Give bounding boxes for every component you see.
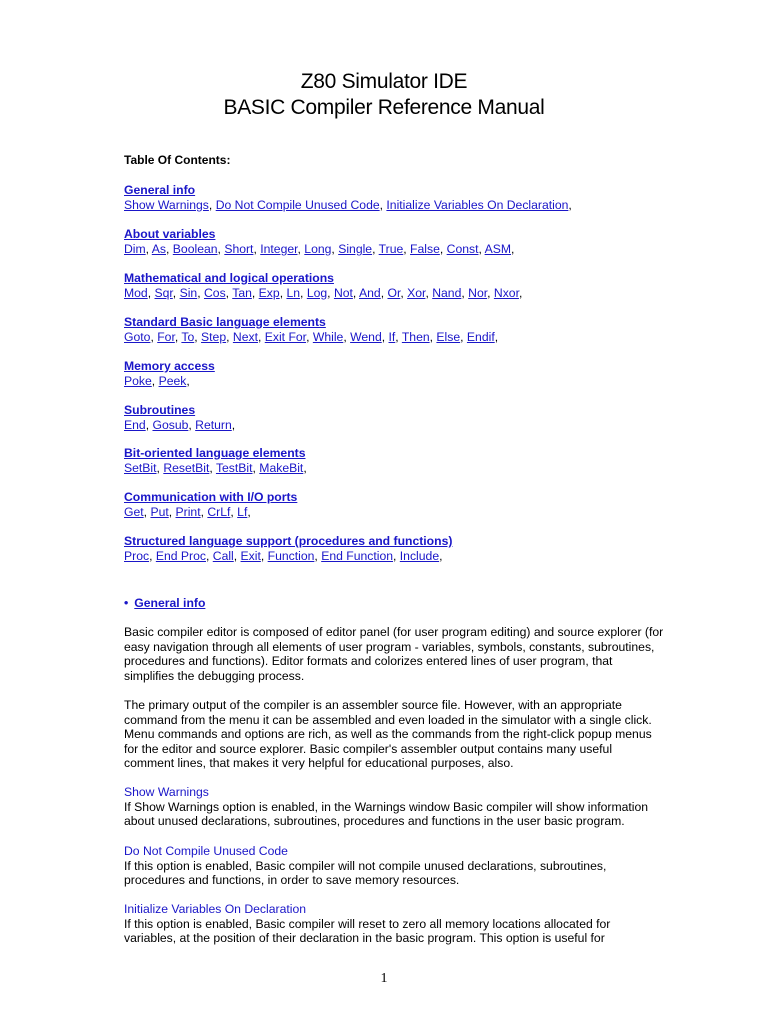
- toc-link[interactable]: Show Warnings: [124, 198, 209, 212]
- paragraph-intro: Basic compiler editor is composed of editor panel (for user program editing) and source explorer (for easy navigation through all elements of user program - variables, symbols, constants, subroutines, procedures and functions). Editor formats and colorizes entered lines of user program, that simplifies the debugging process.: [124, 625, 664, 683]
- section-unused-code: [124, 844, 664, 888]
- separator: ,: [518, 286, 523, 300]
- toc-link[interactable]: Gosub: [152, 418, 189, 432]
- toc-link[interactable]: False: [410, 242, 440, 256]
- separator: ,: [314, 549, 322, 563]
- toc-heading-link[interactable]: Bit-oriented language elements: [124, 446, 306, 460]
- separator: ,: [209, 461, 216, 475]
- toc-link-list: [124, 286, 522, 301]
- separator: ,: [147, 286, 155, 300]
- toc-link[interactable]: Do Not Compile Unused Code: [215, 198, 380, 212]
- separator: ,: [172, 286, 180, 300]
- toc-label: Table Of Contents:: [124, 153, 231, 167]
- toc-link-list: [124, 549, 452, 564]
- toc-link[interactable]: Long: [304, 242, 332, 256]
- toc-link[interactable]: Get: [124, 505, 144, 519]
- separator: ,: [188, 418, 196, 432]
- separator: ,: [460, 330, 467, 344]
- toc-link[interactable]: Include: [399, 549, 440, 563]
- separator: ,: [494, 330, 499, 344]
- toc-link[interactable]: Boolean: [172, 242, 218, 256]
- general-info-anchor[interactable]: General info: [134, 596, 206, 610]
- separator: ,: [174, 330, 182, 344]
- separator: ,: [300, 286, 307, 300]
- toc-section: [124, 359, 215, 389]
- toc-link[interactable]: SetBit: [124, 461, 157, 475]
- toc-link[interactable]: Proc: [124, 549, 150, 563]
- toc-link[interactable]: Tan: [232, 286, 252, 300]
- toc-link[interactable]: TestBit: [215, 461, 253, 475]
- bullet-icon: •: [124, 596, 129, 610]
- separator: ,: [253, 242, 261, 256]
- separator: ,: [168, 505, 176, 519]
- toc-link[interactable]: Endif: [466, 330, 495, 344]
- toc-link-list: [124, 198, 572, 213]
- toc-link[interactable]: True: [378, 242, 404, 256]
- separator: ,: [217, 242, 225, 256]
- toc-link[interactable]: ResetBit: [163, 461, 210, 475]
- toc-link[interactable]: Exit For: [264, 330, 307, 344]
- toc-link[interactable]: Nxor: [493, 286, 519, 300]
- separator: ,: [145, 418, 153, 432]
- separator: ,: [233, 549, 241, 563]
- toc-link[interactable]: And: [359, 286, 381, 300]
- general-info-heading: [124, 596, 205, 610]
- toc-link[interactable]: For: [157, 330, 175, 344]
- toc-link[interactable]: Peek: [158, 374, 187, 388]
- toc-section: [124, 534, 452, 564]
- unused-code-title: Do Not Compile Unused Code: [124, 844, 288, 858]
- separator: ,: [226, 330, 233, 344]
- separator: ,: [257, 330, 265, 344]
- separator: ,: [303, 461, 307, 475]
- toc-link[interactable]: Short: [224, 242, 254, 256]
- separator: ,: [205, 549, 213, 563]
- separator: ,: [400, 286, 408, 300]
- toc-link[interactable]: Xor: [407, 286, 426, 300]
- toc-link-list: [124, 242, 514, 257]
- toc-link-list: [124, 330, 498, 345]
- toc-link[interactable]: Sqr: [154, 286, 173, 300]
- separator: ,: [343, 330, 351, 344]
- separator: ,: [145, 242, 152, 256]
- toc-heading-link[interactable]: Mathematical and logical operations: [124, 271, 334, 285]
- toc-section: [124, 227, 514, 257]
- toc-heading-link[interactable]: General info: [124, 183, 196, 197]
- separator: ,: [230, 505, 238, 519]
- separator: ,: [439, 242, 447, 256]
- toc-link[interactable]: Log: [306, 286, 328, 300]
- toc-link[interactable]: Next: [232, 330, 258, 344]
- document-subtitle: BASIC Compiler Reference Manual: [223, 96, 545, 119]
- toc-link[interactable]: Cos: [203, 286, 226, 300]
- toc-link[interactable]: Function: [267, 549, 315, 563]
- separator: ,: [279, 286, 287, 300]
- toc-link[interactable]: Wend: [350, 330, 382, 344]
- toc-heading-link[interactable]: Standard Basic language elements: [124, 315, 326, 329]
- separator: ,: [511, 242, 515, 256]
- toc-heading-link[interactable]: Memory access: [124, 359, 215, 373]
- separator: ,: [331, 242, 339, 256]
- separator: ,: [156, 461, 164, 475]
- init-variables-title: Initialize Variables On Declaration: [124, 902, 306, 916]
- toc-heading-link[interactable]: Structured language support (procedures and functions): [124, 534, 453, 548]
- toc-link[interactable]: Poke: [124, 374, 152, 388]
- separator: ,: [166, 242, 173, 256]
- toc-section: [124, 183, 572, 213]
- separator: ,: [150, 330, 158, 344]
- toc-link[interactable]: Exit: [240, 549, 261, 563]
- separator: ,: [252, 461, 260, 475]
- separator: ,: [380, 286, 388, 300]
- section-show-warnings: [124, 785, 664, 829]
- separator: ,: [395, 330, 402, 344]
- init-variables-text: If this option is enabled, Basic compiler will reset to zero all memory locations allocated for variables, at the position of their declaration in the basic program. This option is useful for: [124, 916, 611, 945]
- toc-link[interactable]: Lf: [237, 505, 248, 519]
- separator: ,: [381, 330, 389, 344]
- toc-link[interactable]: Sin: [179, 286, 198, 300]
- toc-section: [124, 315, 498, 345]
- toc-link[interactable]: End: [124, 418, 146, 432]
- section-init-variables: [124, 902, 664, 946]
- separator: ,: [425, 286, 433, 300]
- separator: ,: [393, 549, 400, 563]
- separator: ,: [151, 374, 159, 388]
- document-title: Z80 Simulator IDE: [300, 70, 468, 93]
- toc-link[interactable]: Nor: [468, 286, 488, 300]
- toc-section: [124, 490, 297, 520]
- separator: ,: [429, 330, 437, 344]
- toc-link[interactable]: Mod: [124, 286, 148, 300]
- separator: ,: [568, 198, 572, 212]
- toc-link[interactable]: End Function: [321, 549, 394, 563]
- page-number: 1: [380, 971, 388, 986]
- toc-heading-link[interactable]: Subroutines: [124, 403, 196, 417]
- separator: ,: [225, 286, 233, 300]
- toc-link[interactable]: Print: [175, 505, 201, 519]
- separator: ,: [208, 198, 216, 212]
- toc-section: [124, 271, 522, 301]
- separator: ,: [247, 505, 251, 519]
- toc-link[interactable]: Ln: [286, 286, 301, 300]
- toc-link[interactable]: Integer: [260, 242, 298, 256]
- toc-link-list: [124, 461, 307, 476]
- separator: ,: [149, 549, 156, 563]
- toc-link[interactable]: Single: [338, 242, 373, 256]
- separator: ,: [297, 242, 305, 256]
- toc-link[interactable]: Return: [195, 418, 232, 432]
- separator: ,: [143, 505, 151, 519]
- toc-section: [124, 403, 235, 433]
- separator: ,: [260, 549, 268, 563]
- separator: ,: [197, 286, 204, 300]
- separator: ,: [194, 330, 202, 344]
- separator: ,: [352, 286, 360, 300]
- separator: ,: [200, 505, 208, 519]
- paragraph-output: The primary output of the compiler is an assembler source file. However, with an appropriate command from the menu it can be assembled and even loaded in the simulator with a single click. Menu commands and options are rich, as well as the commands from the right-click popup menus for the editor and source explorer. Basic compiler's assembler output contains many useful comment lines, that makes it very helpful for educational purposes, also.: [124, 698, 652, 770]
- toc-link[interactable]: Exp: [258, 286, 280, 300]
- toc-link[interactable]: End Proc: [155, 549, 206, 563]
- show-warnings-text: If Show Warnings option is enabled, in the Warnings window Basic compiler will show information about unused declarations, subroutines, procedures and functions in the user basic program.: [124, 799, 649, 828]
- separator: ,: [251, 286, 259, 300]
- unused-code-text: If this option is enabled, Basic compiler will not compile unused declarations, subroutines, procedures and functions, in order to save memory resources.: [124, 858, 607, 887]
- separator: ,: [231, 418, 236, 432]
- toc-link[interactable]: Then: [401, 330, 430, 344]
- toc-link[interactable]: If: [388, 330, 396, 344]
- toc-link[interactable]: CrLf: [207, 505, 231, 519]
- separator: ,: [372, 242, 379, 256]
- separator: ,: [403, 242, 411, 256]
- toc-link[interactable]: To: [181, 330, 195, 344]
- separator: ,: [379, 198, 387, 212]
- separator: ,: [186, 374, 190, 388]
- toc-link[interactable]: Initialize Variables On Declaration: [386, 198, 569, 212]
- toc-link[interactable]: ASM: [484, 242, 512, 256]
- show-warnings-title: Show Warnings: [124, 785, 209, 799]
- separator: ,: [306, 330, 313, 344]
- toc-link[interactable]: Nand: [432, 286, 462, 300]
- separator: ,: [327, 286, 334, 300]
- toc-link-list: [124, 505, 297, 520]
- separator: ,: [461, 286, 469, 300]
- toc-link[interactable]: Step: [201, 330, 227, 344]
- toc-link[interactable]: While: [312, 330, 344, 344]
- toc-link[interactable]: Not: [333, 286, 353, 300]
- toc-heading-link[interactable]: Communication with I/O ports: [124, 490, 298, 504]
- toc-link-list: [124, 374, 215, 389]
- toc-section: [124, 446, 307, 476]
- toc-link[interactable]: Const: [446, 242, 479, 256]
- separator: ,: [478, 242, 485, 256]
- separator: ,: [487, 286, 494, 300]
- toc-link[interactable]: Or: [387, 286, 401, 300]
- toc-link[interactable]: Call: [212, 549, 234, 563]
- toc-link[interactable]: Dim: [124, 242, 146, 256]
- toc-link[interactable]: As: [151, 242, 167, 256]
- toc-link[interactable]: Put: [150, 505, 169, 519]
- toc-link-list: [124, 418, 235, 433]
- toc-heading-link[interactable]: About variables: [124, 227, 216, 241]
- toc-link[interactable]: Goto: [124, 330, 151, 344]
- toc-link[interactable]: MakeBit: [259, 461, 304, 475]
- separator: ,: [439, 549, 443, 563]
- toc-link[interactable]: Else: [436, 330, 461, 344]
